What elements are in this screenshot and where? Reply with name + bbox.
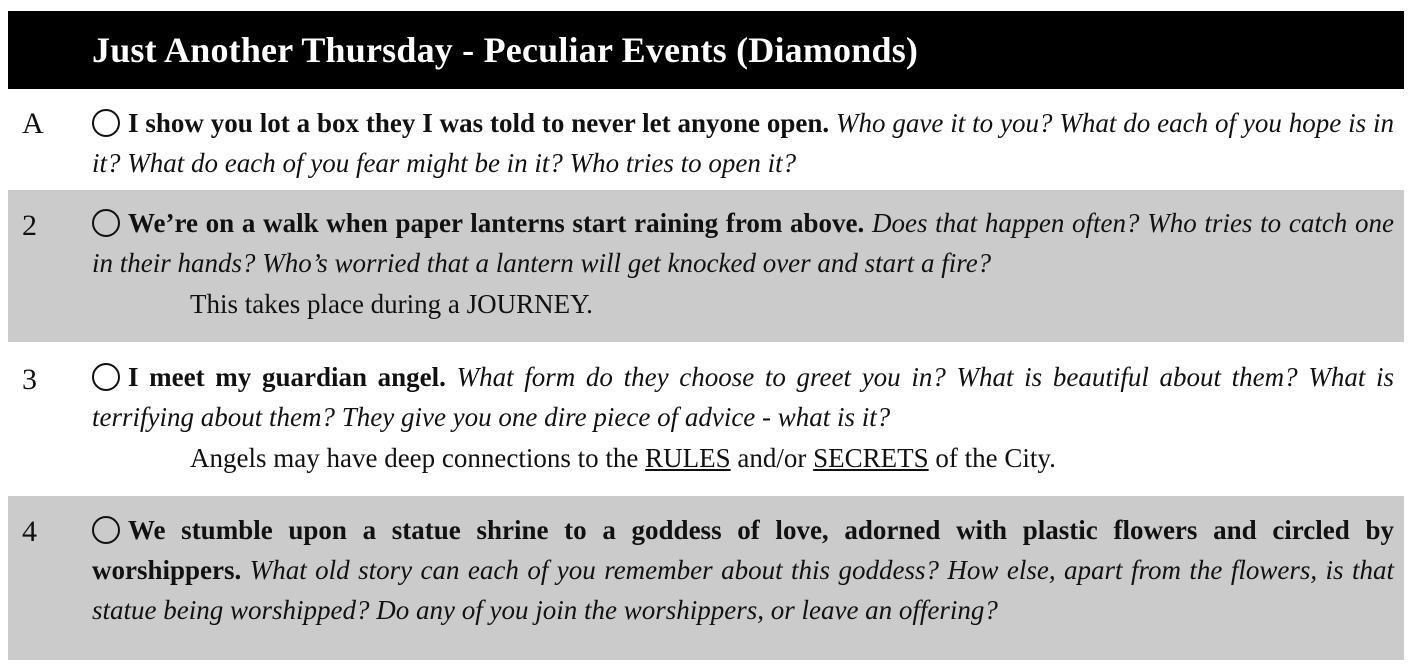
event-row-a <box>8 100 1404 188</box>
row-label: 2 <box>22 209 37 242</box>
checkbox-circle-icon[interactable] <box>92 109 120 137</box>
row-body <box>92 103 1394 183</box>
event-note <box>190 437 1394 479</box>
event-note: This takes place during a JOURNEY. <box>190 289 593 319</box>
note-text-before: Angels may have deep connections to the <box>190 443 639 473</box>
checkbox-circle-icon[interactable] <box>92 516 120 544</box>
row-body <box>92 510 1394 630</box>
note-text-mid: and/or <box>737 443 807 473</box>
row-body <box>92 357 1394 479</box>
secrets-link[interactable]: SECRETS <box>813 443 929 473</box>
event-prompts: What old story can each of you remember about this goddess? How else, apart from the flowers, is that statue being worshipped? Do any of you join the worshippers, or leave an offering? <box>92 555 1394 625</box>
event-prompts: Does that happen often? Who tries to catch one in their hands? Who’s worried that a lantern will get knocked over and start a fire? <box>92 208 1394 278</box>
event-prompts: What form do they choose to greet you in? What is beautiful about them? What is terrifying about them? They give you one dire piece of advice - what is it? <box>92 362 1395 432</box>
event-row-2 <box>8 190 1404 342</box>
event-title: I meet my guardian angel. <box>128 362 446 392</box>
event-prompts: Who gave it to you? What do each of you hope is in it? What do each of you fear might be in it? Who tries to open it? <box>92 108 1394 178</box>
row-label: 3 <box>22 363 37 396</box>
note-text-after: of the City. <box>935 443 1056 473</box>
event-title: We stumble upon a statue shrine to a goddess of love, adorned with plastic flowers and circled by worshippers. <box>92 515 1394 585</box>
table-header <box>8 11 1404 89</box>
event-title: We’re on a walk when paper lanterns start raining from above. <box>128 208 865 238</box>
checkbox-circle-icon[interactable] <box>92 209 120 237</box>
event-row-4 <box>8 496 1404 660</box>
rules-link[interactable]: RULES <box>645 443 731 473</box>
row-body <box>92 203 1394 325</box>
event-row-3 <box>8 344 1404 494</box>
row-label: A <box>22 107 44 140</box>
event-title: I show you lot a box they I was told to never let anyone open. <box>128 108 830 138</box>
row-label: 4 <box>22 515 37 548</box>
page-title: Just Another Thursday - Peculiar Events (Diamonds) <box>92 30 919 70</box>
checkbox-circle-icon[interactable] <box>92 363 120 391</box>
